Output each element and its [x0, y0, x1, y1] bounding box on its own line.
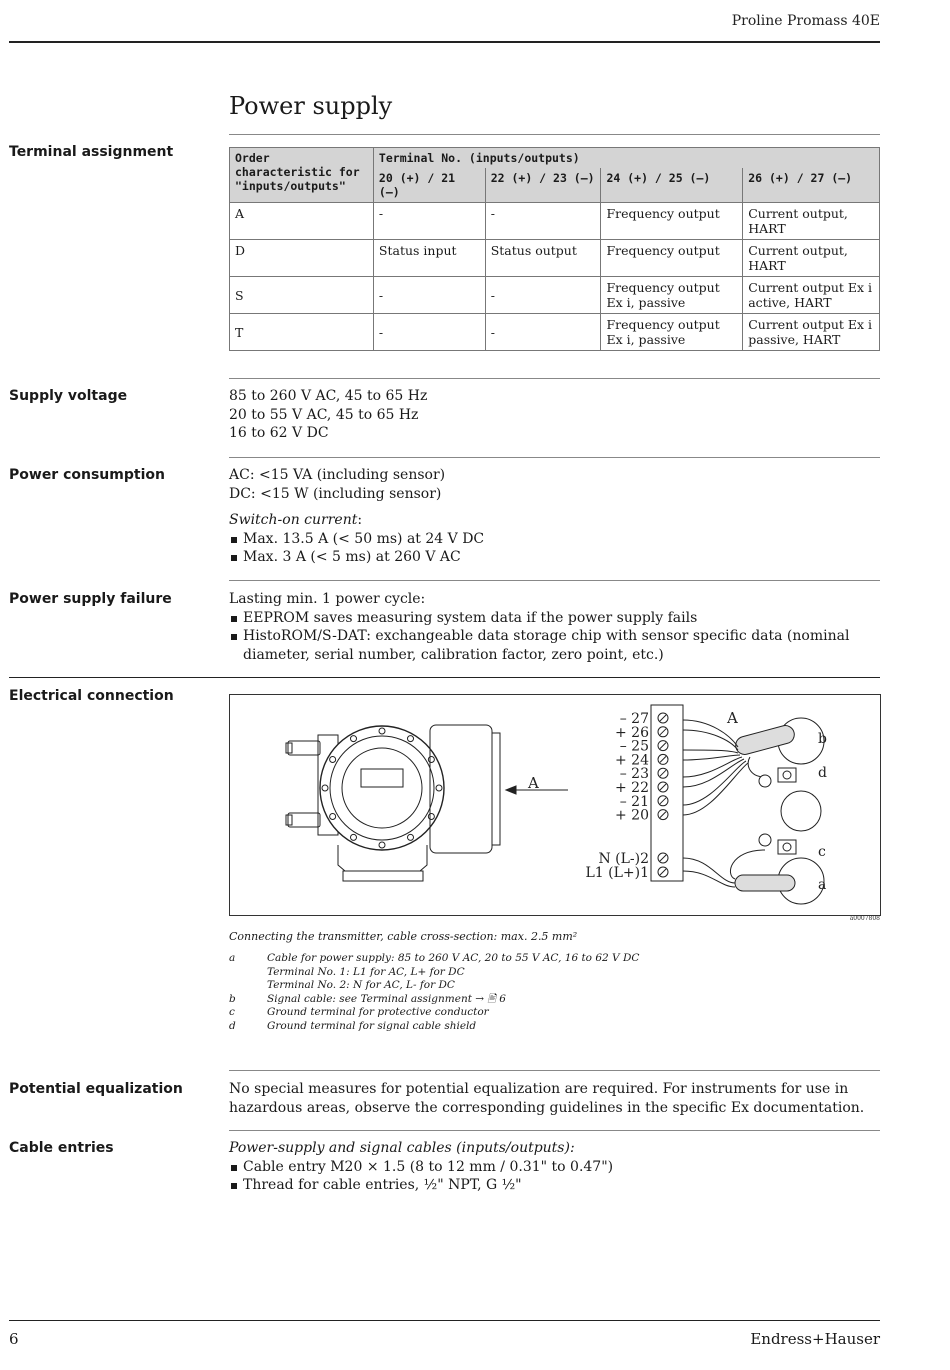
wiring-diagram-svg [230, 695, 880, 915]
col-header: 22 (+) / 23 (–) [485, 168, 601, 203]
legend-key: a [229, 952, 236, 964]
consumption-line: AC: <15 VA (including sensor) [229, 467, 446, 483]
cable-entry-icon [683, 718, 827, 904]
power-failure-values [229, 590, 880, 664]
table-cell: - [485, 203, 601, 240]
row-code: S [230, 277, 374, 314]
terminal-label: – 25 [619, 738, 649, 755]
table-cell: - [373, 203, 485, 240]
table-cell: Current output Ex i active, HART [743, 277, 880, 314]
table-cell: - [373, 277, 485, 314]
table-cell: Frequency output [601, 240, 743, 277]
legend-key: b [229, 992, 236, 1005]
divider [229, 134, 880, 135]
table-row [230, 240, 880, 277]
cable-entries-intro: Power-supply and signal cables (inputs/outputs): [229, 1140, 575, 1156]
col-header: 20 (+) / 21 (–) [373, 168, 485, 203]
table-cell: - [373, 314, 485, 351]
callout-label: b [818, 731, 827, 747]
terminal-label: + 22 [615, 780, 649, 796]
power-failure-item: EEPROM saves measuring system data if the power supply fails [229, 609, 880, 628]
divider [229, 580, 880, 581]
header-rule [9, 41, 880, 43]
table-cell: Frequency output Ex i, passive [601, 314, 743, 351]
order-header: Order characteristic for "inputs/outputs" [230, 148, 374, 203]
legend-text: Ground terminal for signal cable shield [267, 1019, 477, 1032]
power-failure-item: HistoROM/S-DAT: exchangeable data storage chip with sensor specific data (nominal diameter, serial number, calibration factor, zero point, etc.) [229, 627, 880, 664]
switch-on-item: Max. 3 A (< 5 ms) at 260 V AC [229, 548, 880, 567]
col-header: 26 (+) / 27 (–) [743, 168, 880, 203]
table-cell: Status input [373, 240, 485, 277]
legend-key: d [229, 1019, 236, 1032]
row-code: D [230, 240, 374, 277]
legend-line [229, 1006, 639, 1020]
divider [229, 1130, 880, 1131]
cable-entries-values [229, 1139, 880, 1195]
table-row [230, 203, 880, 240]
power-failure-label: Power supply failure [9, 591, 172, 607]
row-code: A [230, 203, 374, 240]
supply-voltage-label: Supply voltage [9, 388, 128, 404]
supply-voltage-line: 20 to 55 V AC, 45 to 65 Hz [229, 406, 419, 423]
divider [229, 378, 880, 379]
terminal-label: + 20 [615, 807, 649, 824]
footer-rule [9, 1320, 880, 1321]
table-cell: Current output, HART [743, 240, 880, 277]
callout-label: a [818, 877, 827, 893]
table-cell: Frequency output Ex i, passive [601, 277, 743, 314]
terminal-label: – 27 [619, 711, 649, 727]
potential-equalization-label: Potential equalization [9, 1081, 183, 1097]
legend-text: Cable for power supply: 85 to 260 V AC, 20 to 55 V AC, 16 to 62 V DC [267, 952, 640, 964]
legend-line: Terminal No. 1: L1 for AC, L+ for DC [267, 965, 465, 978]
terminal-label: – 23 [619, 766, 649, 783]
switch-on-label: Switch-on current [229, 512, 358, 528]
divider [9, 677, 880, 678]
table-cell: Status output [485, 240, 601, 277]
terminal-label: + 24 [615, 752, 649, 769]
switch-on-item: Max. 13.5 A (< 50 ms) at 24 V DC [229, 530, 880, 549]
row-code: T [230, 314, 374, 351]
terminal-label: – 21 [619, 793, 649, 810]
top-label: A [727, 709, 738, 727]
supply-voltage-line: 16 to 62 V DC [229, 425, 329, 441]
table-cell: Frequency output [601, 203, 743, 240]
terminal-label: + 26 [615, 724, 649, 741]
table-cell: Current output, HART [743, 203, 880, 240]
power-terminal-label: N (L-)2 [598, 851, 649, 867]
legend-line [229, 993, 639, 1007]
supply-voltage-values [229, 387, 880, 443]
figure-caption: Connecting the transmitter, cable cross-section: max. 2.5 mm² [229, 930, 578, 943]
legend-key: c [229, 1006, 235, 1018]
terminal-header: Terminal No. (inputs/outputs) [373, 148, 879, 169]
consumption-line: DC: <15 W (including sensor) [229, 485, 442, 502]
power-terminal-label: L1 (L+)1 [585, 865, 649, 881]
figure-legend [229, 952, 639, 1033]
cable-entries-label: Cable entries [9, 1140, 114, 1156]
legend-line [229, 1020, 639, 1034]
table-row [230, 277, 880, 314]
col-header: 24 (+) / 25 (–) [601, 168, 743, 203]
table-cell: - [485, 277, 601, 314]
legend-line [229, 952, 639, 966]
supply-voltage-line: 85 to 260 V AC, 45 to 65 Hz [229, 388, 428, 404]
callout-label: d [818, 765, 827, 781]
section-title: Power supply [229, 92, 393, 120]
table-cell: Current output Ex i passive, HART [743, 314, 880, 351]
wiring-diagram [229, 694, 881, 916]
callout-label: c [818, 844, 826, 860]
divider [229, 457, 880, 458]
cable-entry-item: Thread for cable entries, ½" NPT, G ½" [229, 1176, 880, 1195]
page-number: 6 [9, 1330, 19, 1348]
arrow-label: A [528, 774, 539, 792]
terminal-assignment-label: Terminal assignment [9, 144, 174, 160]
table-cell: - [485, 314, 601, 351]
electrical-connection-label: Electrical connection [9, 688, 174, 704]
divider [229, 1070, 880, 1071]
power-failure-intro: Lasting min. 1 power cycle: [229, 591, 426, 607]
legend-text: Signal cable: see Terminal assignment → 🖹 6 [267, 992, 506, 1005]
terminal-table [229, 147, 880, 351]
legend-line: Terminal No. 2: N for AC, L- for DC [267, 979, 455, 991]
ground-terminal-icon [759, 768, 796, 854]
table-row [230, 314, 880, 351]
power-consumption-label: Power consumption [9, 467, 165, 483]
power-consumption-values: AC: <15 VA (including sensor) DC: <15 W (including sensor) Switch-on current: Max. 13.5 A (< 50 ms) at 24 V DC Max. 3 A (< 5 ms) at 260 V AC [229, 466, 880, 567]
cable-entry-item: Cable entry M20 × 1.5 (8 to 12 mm / 0.31" to 0.47") [229, 1158, 880, 1177]
footer-brand: Endress+Hauser [750, 1330, 880, 1348]
header-product: Proline Promass 40E [731, 13, 880, 29]
figure-id: a0007808 [849, 915, 880, 922]
potential-equalization-text: No special measures for potential equalization are required. For instruments for use in hazardous areas, observe the corresponding guidelines in the specific Ex documentation. [229, 1081, 865, 1116]
legend-text: Ground terminal for protective conductor [267, 1006, 489, 1018]
transmitter-icon [286, 725, 500, 881]
